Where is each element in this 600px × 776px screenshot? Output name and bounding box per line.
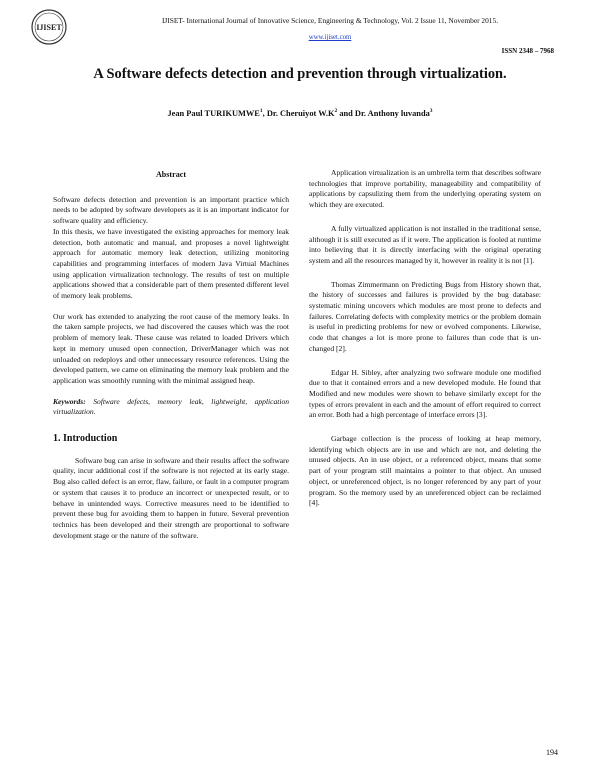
keywords-label: Keywords: xyxy=(53,396,86,406)
body-paragraph-virtualized-app: A fully virtualized application is not installed in the traditional sense, although it is still executed as if it were. The application is fooled at runtime into believing that it is directly interfacing with the original operating system and all the resources managed by it, however in reality it is not [1]. xyxy=(309,223,541,265)
author-list: Jean Paul TURIKUMWE$^1$, Dr. Cheruiyot $W.K^2$ and Dr. Anthony luvanda$^3$ xyxy=(167,108,433,118)
author-1-affiliation: 1 xyxy=(259,108,263,114)
author-2: Dr. Cheruiyot W.K xyxy=(266,108,335,118)
page-number: 194 xyxy=(546,748,558,757)
keywords xyxy=(53,397,289,418)
intro-paragraph-1: Software bug can arise in software and their results affect the software quality, incur additional cost if the software is not rejected at its early stage. Bug also called defect is an error, flaw, failure, or fault in a computer program or system that causes it to produce an incorrect or unexpected result, or to behave in unintended ways. Corrective measures need to be identified to prevent these bug for avoiding them to happen in future. Several prevention technics has been developed and their strength are proportional to software development stage or the nature of the software. xyxy=(53,455,289,540)
svg-text:IJISET: IJISET xyxy=(36,23,62,32)
left-column xyxy=(53,170,289,541)
journal-header: IJISET- International Journal of Innovative Science, Engineering & Technology, Vol. 2 Issue 11, November 2015. xyxy=(161,16,499,25)
right-column xyxy=(309,168,541,509)
keywords-list: Software defects, memory leak, lightweight, application virtualization. xyxy=(53,396,289,417)
body-paragraph-virtualization: Application virtualization is an umbrella term that describes software technologies that improve portability, manageability and compatibility of applications by capsulizing them from the underlying operating system on which they are executed. xyxy=(309,168,541,210)
author-2-affiliation: 2 xyxy=(334,108,338,114)
body-paragraph-garbage-collection: Garbage collection is the process of looking at heap memory, identifying which objects are in use and which are not, and deleting the unused objects. An in use object, or a referenced object, means that some part of your program still maintains a pointer to that object. An unused object, or unreferenced object, is no longer referenced by any part of your program. So the memory used by an unreferenced object can be reclaimed [4]. xyxy=(309,434,541,508)
author-3: Dr. Anthony luvanda xyxy=(354,108,430,118)
paper-title: A Software defects detection and prevention through virtualization. xyxy=(93,66,507,82)
abstract-paragraph-2: In this thesis, we have investigated the existing approaches for memory leak detection, both automatic and manual, and proposes a novel lightweight approach for automatic memory leak detection, utilizing monitoring capabilities and programming interfaces of modern Java Virtual Machines using application virtualization technology. The results of test on multiple applications showed that a considerable part of them presented different level of memory leak problems. xyxy=(53,226,289,301)
abstract-paragraph-1: Software defects detection and prevention is an important practice which needs to be adopted by software developers as it is an important indicator for software quality and efficiency. xyxy=(53,194,289,226)
issn-number: ISSN 2348 – 7968 xyxy=(501,47,554,55)
author-1: Jean Paul TURIKUMWE xyxy=(167,108,260,118)
body-paragraph-sibley: Edgar H. Sibley, after analyzing two software module one modified due to that it contained errors and a new developed module. He found that Modified and new modules were shown to behave similarly except for the types of errors prevalent in each and the amount of effort required to correct an error. Both had a high percentage of interface errors [3]. xyxy=(309,367,541,420)
body-paragraph-zimmermann: Thomas Zimmermann on Predicting Bugs from History shown that, the history of successes and failures is provided by the bug database: systematic mining uncovers which modules are most prone to defects and failures. Correlating defects with complexity metrics or the problem domain is useful in predicting problems for new or evolved components. Likewise, code that changes a lot is more prone to failures than code that is un-changed [2]. xyxy=(309,279,541,353)
journal-logo xyxy=(31,9,67,45)
author-3-affiliation: 3 xyxy=(429,108,433,114)
abstract-paragraph-3: Our work has extended to analyzing the root cause of the memory leaks. In the taken sample projects, we had discovered the causes which was the root problem of memory leak. These cause was related to loaded Drivers which kept in memory unused open connection, DriverManager which was not unloaded on redeploys and other unnecessary resource references. Using the developed pattern, we came on eliminating the memory leak problem and the application was smoothly running with the minimal assigned heap. xyxy=(53,311,289,385)
abstract-heading: Abstract xyxy=(155,170,187,179)
journal-website-link[interactable]: www.ijiset.com xyxy=(308,34,352,41)
section-heading-introduction: 1. Introduction xyxy=(53,433,118,445)
